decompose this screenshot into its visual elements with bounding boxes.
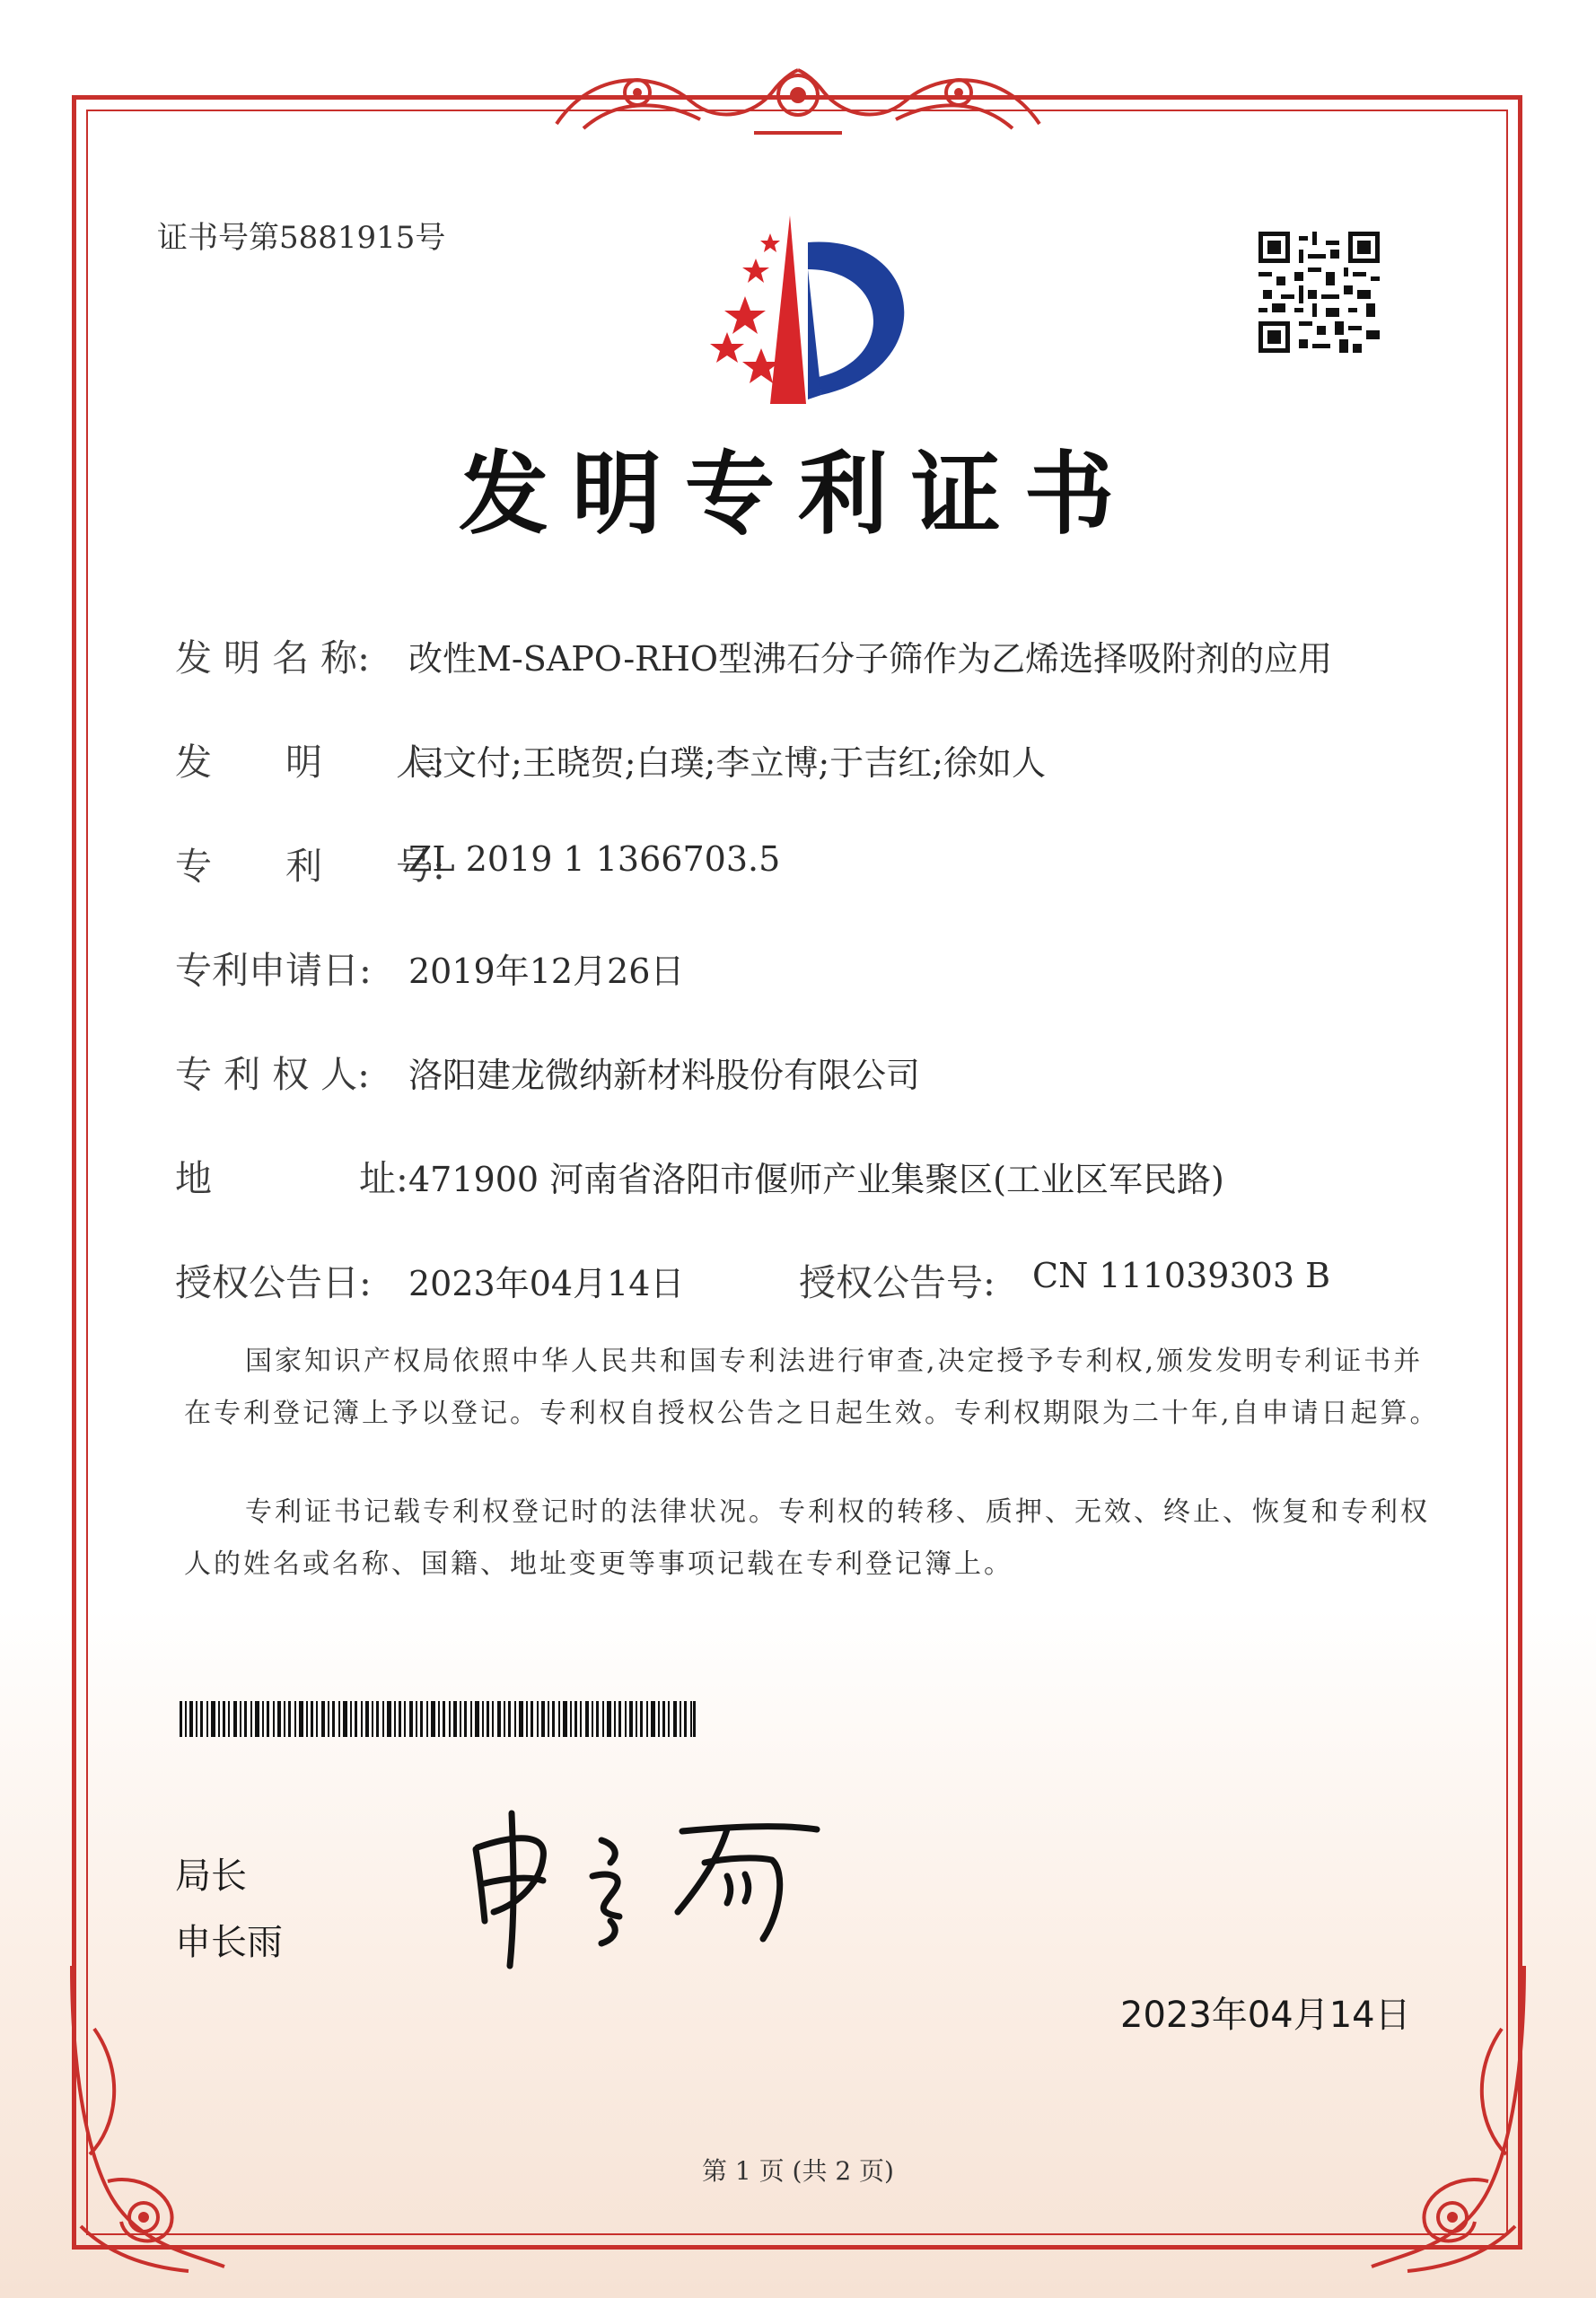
patent-office-logo: [673, 215, 934, 413]
grant-number-label: 授权公告号:: [799, 1261, 995, 1304]
director-title: 局长: [175, 1855, 247, 1897]
address-value: 471900 河南省洛阳市偃师产业集聚区(工业区军民路): [408, 1160, 1224, 1199]
bottom-left-ornament: [54, 1957, 233, 2280]
patent-number-value: ZL 2019 1 1366703.5: [408, 839, 781, 879]
inventors-label: 发 明 人:: [175, 741, 445, 784]
address-label: 地 址:: [175, 1157, 408, 1200]
certificate-number: 证书号第5881915号: [157, 220, 446, 256]
filing-date-label: 专利申请日:: [175, 949, 372, 992]
patentee-label: 专 利 权 人:: [175, 1053, 370, 1096]
signature-date: 2023年04月14日: [1120, 1995, 1411, 2036]
invention-name-value: 改性M-SAPO-RHO型沸石分子筛作为乙烯选择吸附剂的应用: [408, 639, 1333, 679]
handwritten-signature: [458, 1804, 835, 1975]
statement-paragraph-1: 国家知识产权局依照中华人民共和国专利法进行审查,决定授予专利权,颁发发明专利证书并在专利登记簿上予以登记。专利权自授权公告之日起生效。专利权期限为二十年,自申请日起算。: [184, 1346, 1440, 1429]
certificate-title: 发明专利证书: [459, 441, 1137, 547]
invention-name-label: 发 明 名 称:: [175, 636, 370, 680]
director-name: 申长雨: [175, 1922, 283, 1963]
grant-number-value: CN 111039303 B: [1032, 1256, 1330, 1295]
patent-number-label: 专 利 号:: [175, 845, 445, 888]
patentee-value: 洛阳建龙微纳新材料股份有限公司: [408, 1056, 921, 1095]
statement-paragraph-2: 专利证书记载专利权登记时的法律状况。专利权的转移、质押、无效、终止、恢复和专利权人的姓名或名称、国籍、地址变更等事项记载在专利登记簿上。: [184, 1496, 1430, 1580]
barcode: [180, 1701, 696, 1737]
filing-date-value: 2019年12月26日: [408, 952, 685, 991]
top-ornament: [539, 52, 1057, 142]
grant-date-label: 授权公告日:: [175, 1261, 372, 1304]
grant-date-value: 2023年04月14日: [408, 1264, 685, 1303]
page-number: 第 1 页 (共 2 页): [702, 2156, 894, 2186]
inventors-value: 闫文付;王晓贺;白璞;李立博;于吉红;徐如人: [408, 743, 1047, 783]
qr-code: [1258, 232, 1380, 353]
